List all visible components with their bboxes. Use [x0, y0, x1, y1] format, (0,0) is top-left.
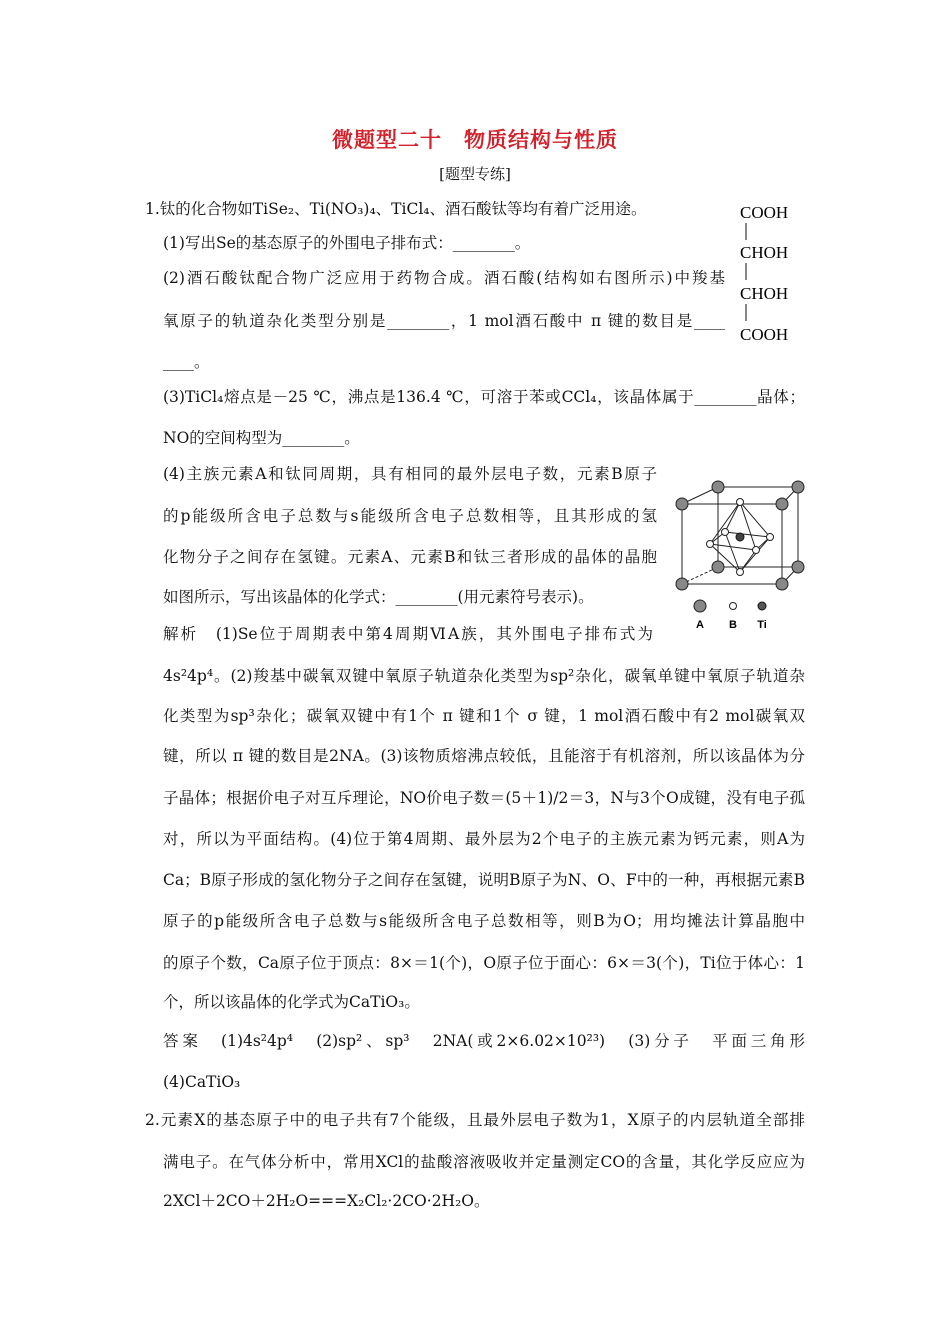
atom-ti [736, 533, 744, 541]
formula-row-4: COOH [740, 325, 789, 344]
question-1-part-3: (3)TiCl₄熔点是－25 ℃，沸点是136.4 ℃，可溶于苯或CCl₄，该晶体属于________晶体； [163, 388, 805, 406]
answer-line-1: 答案 (1)4s²4p⁴ (2)sp²、sp³ 2NA(或2×6.02×10²³) (3)分子 平面三角形 [163, 1032, 805, 1050]
question-2-line-1: 2.元素X的基态原子中的电子共有7个能级，且最外层电子数为1，X原子的内层轨道全部排 [145, 1111, 805, 1129]
atom-b [707, 541, 714, 548]
question-1-part-4-line-3: 化物分子之间存在氢键。元素A、元素B和钛三者形成的晶体的晶胞 [163, 548, 657, 566]
analysis-line-4: 键，所以 π 键的数目是2NA。(3)该物质熔沸点较低，且能溶于有机溶剂，所以该晶体为分 [163, 747, 805, 765]
formula-row-1: COOH [740, 203, 789, 222]
atom-a [792, 481, 804, 493]
atom-b [737, 499, 744, 506]
formula-row-2: CHOH [740, 243, 789, 262]
analysis-line-3: 化类型为sp³杂化；碳氧双键中有1个 π 键和1个 σ 键，1 mol酒石酸中有2 mol碳氧双 [163, 707, 805, 725]
crystal-unit-cell-diagram [670, 472, 810, 642]
atom-a [676, 498, 688, 510]
legend-ti-label: Ti [757, 619, 767, 631]
question-1-intro: 1.钛的化合物如TiSe₂、Ti(NO₃)₄、TiCl₄、酒石酸钛等均有着广泛用途。 [145, 200, 647, 218]
question-1-part-1: (1)写出Se的基态原子的外围电子排布式：________。 [163, 234, 531, 252]
atom-b [753, 547, 760, 554]
cell-front-face [682, 504, 782, 584]
question-1-part-3-cont: NO的空间构型为________。 [163, 429, 360, 447]
analysis-line-2: 4s²4p⁴。(2)羧基中碳氧双键中氧原子轨道杂化类型为sp²杂化，碳氧单键中氧原子轨道杂 [163, 667, 805, 685]
question-1-part-2: (2)酒石酸钛配合物广泛应用于药物合成。酒石酸(结构如右图所示)中羧基 [163, 269, 725, 287]
atom-a [712, 561, 724, 573]
question-1-part-4-line-2: 的p能级所含电子总数与s能级所含电子总数相等，且其形成的氢 [163, 507, 657, 525]
question-1-part-4-line-4: 如图所示，写出该晶体的化学式：________(用元素符号表示)。 [163, 588, 594, 606]
analysis-line-9: 的原子个数，Ca原子位于顶点：8×＝1(个)，O原子位于面心：6×＝3(个)，Ti位于体心：1 [163, 954, 805, 972]
atom-a [712, 481, 724, 493]
analysis-line-5: 子晶体；根据价电子对互斥理论，NO价电子数＝(5＋1)/2＝3，N与3个O成键，没有电子孤 [163, 789, 805, 807]
legend-a-symbol [694, 600, 706, 612]
atom-a [792, 561, 804, 573]
atom-a [776, 578, 788, 590]
analysis-line-6: 对，所以为平面结构。(4)位于第4周期、最外层为2个电子的主族元素为钙元素，则A为 [163, 830, 805, 848]
section-subtitle: [题型专练] [439, 165, 511, 183]
question-1-part-2-cont: 氧原子的轨道杂化类型分别是________，1 mol酒石酸中 π 键的数目是____ [163, 312, 725, 330]
question-2-line-3: 2XCl＋2CO＋2H₂O===X₂Cl₂·2CO·2H₂O。 [163, 1192, 490, 1210]
analysis-line-8: 原子的p能级所含电子总数与s能级所含电子总数相等，则B为O；用均摊法计算晶胞中 [163, 912, 805, 930]
atom-b [722, 529, 729, 536]
legend-b-symbol [730, 603, 737, 610]
analysis-line-7: Ca；B原子形成的氢化物分子之间存在氢键，说明B原子为N、O、F中的一种，再根据元素B [163, 871, 805, 889]
legend-a-label: A [696, 619, 704, 631]
question-1-part-4: (4)主族元素A和钛同周期，具有相同的最外层电子数，元素B原子 [163, 465, 657, 483]
formula-row-3: CHOH [740, 284, 789, 303]
tartaric-acid-structure [740, 200, 820, 350]
analysis-line-10: 个，所以该晶体的化学式为CaTiO₃。 [163, 993, 420, 1011]
question-1-part-2-end: ____。 [163, 353, 210, 371]
answer-line-2: (4)CaTiO₃ [163, 1073, 241, 1091]
atom-a [676, 578, 688, 590]
atom-a [776, 498, 788, 510]
question-2-line-2: 满电子。在气体分析中，常用XCl的盐酸溶液吸收并定量测定CO的含量，其化学反应应为 [163, 1153, 805, 1171]
legend-b-label: B [729, 619, 737, 631]
legend-ti-symbol [758, 602, 766, 610]
analysis-line-1: 解析 (1)Se位于周期表中第4周期ⅥA族，其外围电子排布式为 [163, 625, 653, 643]
page-title: 微题型二十 物质结构与性质 [332, 128, 618, 152]
atom-b [767, 534, 774, 541]
atom-b [737, 569, 744, 576]
